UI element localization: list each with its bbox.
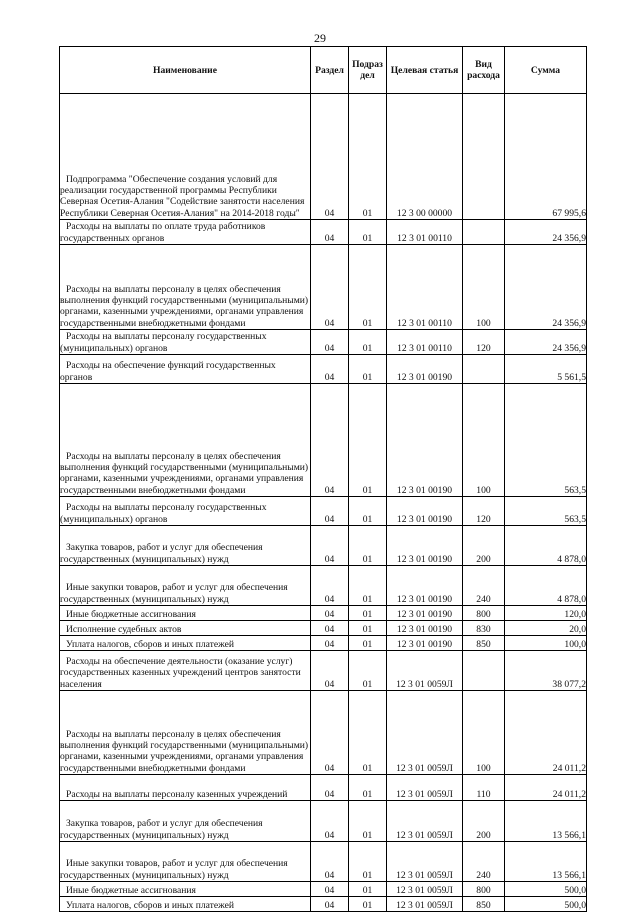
row-amount: 20,0 <box>505 621 587 636</box>
row-expense-type: 240 <box>463 566 505 606</box>
row-expense-type: 850 <box>463 636 505 651</box>
header-section: Раздел <box>311 47 349 94</box>
table-row <box>60 882 587 897</box>
row-expense-type: 800 <box>463 882 505 897</box>
row-subsection: 01 <box>349 651 387 691</box>
row-subsection: 01 <box>349 882 387 897</box>
row-section: 04 <box>311 775 349 801</box>
row-subsection: 01 <box>349 775 387 801</box>
row-subsection: 01 <box>349 330 387 355</box>
row-expense-type <box>463 220 505 245</box>
row-target: 12 3 01 00110 <box>387 245 463 330</box>
row-section: 04 <box>311 691 349 775</box>
page-number: 29 <box>314 31 326 45</box>
table-row <box>60 526 587 566</box>
row-name: Иные закупки товаров, работ и услуг для обеспечения государственных (муниципальных) нужд <box>60 842 311 882</box>
table-header-row <box>60 47 587 94</box>
header-expense-type: Вид расхода <box>463 47 505 94</box>
row-section: 04 <box>311 497 349 526</box>
row-expense-type: 100 <box>463 384 505 497</box>
row-section: 04 <box>311 636 349 651</box>
row-amount: 500,0 <box>505 897 587 912</box>
row-name: Расходы на выплаты персоналу государственных (муниципальных) органов <box>60 330 311 355</box>
row-target: 12 3 01 0059Л <box>387 775 463 801</box>
row-amount: 24 011,2 <box>505 775 587 801</box>
row-section: 04 <box>311 220 349 245</box>
budget-table <box>59 46 587 912</box>
row-target: 12 3 01 00190 <box>387 384 463 497</box>
row-amount: 24 356,9 <box>505 220 587 245</box>
row-subsection: 01 <box>349 636 387 651</box>
row-section: 04 <box>311 801 349 842</box>
row-target: 12 3 01 00110 <box>387 220 463 245</box>
row-section: 04 <box>311 897 349 912</box>
row-section: 04 <box>311 606 349 621</box>
row-section: 04 <box>311 566 349 606</box>
table-row <box>60 94 587 220</box>
table-row <box>60 245 587 330</box>
row-subsection: 01 <box>349 245 387 330</box>
row-target: 12 3 01 0059Л <box>387 842 463 882</box>
row-name: Расходы на выплаты персоналу в целях обеспечения выполнения функций государственными (муниципальными) органами, казенными учреждениями, органами управления государственными внебюджетными фондами <box>60 384 311 497</box>
row-subsection: 01 <box>349 606 387 621</box>
row-name: Подпрограмма "Обеспечение создания условий для реализации государственной программы Республики Северная Осетия-Алания "Содействие занятости населения Республики Северная Осетия-Алания" на 2014-2018 годы" <box>60 94 311 220</box>
row-target: 12 3 01 0059Л <box>387 882 463 897</box>
row-amount: 563,5 <box>505 497 587 526</box>
row-name: Расходы на выплаты персоналу в целях обеспечения выполнения функций государственными (муниципальными) органами, казенными учреждениями, органами управления государственными внебюджетными фондами <box>60 245 311 330</box>
header-name: Наименование <box>60 47 311 94</box>
row-target: 12 3 01 00190 <box>387 636 463 651</box>
table-row <box>60 220 587 245</box>
row-expense-type: 200 <box>463 526 505 566</box>
row-name: Закупка товаров, работ и услуг для обеспечения государственных (муниципальных) нужд <box>60 526 311 566</box>
row-subsection: 01 <box>349 691 387 775</box>
row-amount: 24 011,2 <box>505 691 587 775</box>
row-name: Уплата налогов, сборов и иных платежей <box>60 636 311 651</box>
row-expense-type <box>463 651 505 691</box>
table-row <box>60 355 587 384</box>
row-name: Расходы на выплаты персоналу в целях обеспечения выполнения функций государственными (муниципальными) органами, казенными учреждениями, органами управления государственными внебюджетными фондами <box>60 691 311 775</box>
row-amount: 67 995,6 <box>505 94 587 220</box>
row-section: 04 <box>311 245 349 330</box>
header-subsection: Подраз дел <box>349 47 387 94</box>
row-section: 04 <box>311 94 349 220</box>
row-name: Уплата налогов, сборов и иных платежей <box>60 897 311 912</box>
table-row <box>60 497 587 526</box>
row-section: 04 <box>311 651 349 691</box>
table-row <box>60 651 587 691</box>
table-row <box>60 636 587 651</box>
table-row <box>60 801 587 842</box>
row-name: Расходы на обеспечение функций государственных органов <box>60 355 311 384</box>
row-name: Иные бюджетные ассигнования <box>60 882 311 897</box>
row-subsection: 01 <box>349 801 387 842</box>
row-amount: 563,5 <box>505 384 587 497</box>
table-row <box>60 842 587 882</box>
row-subsection: 01 <box>349 497 387 526</box>
row-target: 12 3 00 00000 <box>387 94 463 220</box>
row-subsection: 01 <box>349 220 387 245</box>
row-subsection: 01 <box>349 897 387 912</box>
row-amount: 100,0 <box>505 636 587 651</box>
row-target: 12 3 01 0059Л <box>387 651 463 691</box>
row-subsection: 01 <box>349 566 387 606</box>
row-expense-type: 100 <box>463 691 505 775</box>
row-subsection: 01 <box>349 94 387 220</box>
row-amount: 500,0 <box>505 882 587 897</box>
row-amount: 38 077,2 <box>505 651 587 691</box>
row-name: Расходы на обеспечение деятельности (оказание услуг) государственных казенных учреждений центров занятости населения <box>60 651 311 691</box>
row-section: 04 <box>311 384 349 497</box>
header-target: Целевая статья <box>387 47 463 94</box>
row-name: Иные бюджетные ассигнования <box>60 606 311 621</box>
table-row <box>60 330 587 355</box>
row-name: Расходы на выплаты персоналу государственных (муниципальных) органов <box>60 497 311 526</box>
row-amount: 13 566,1 <box>505 842 587 882</box>
row-target: 12 3 01 0059Л <box>387 897 463 912</box>
row-section: 04 <box>311 621 349 636</box>
row-subsection: 01 <box>349 384 387 497</box>
row-amount: 24 356,9 <box>505 245 587 330</box>
row-section: 04 <box>311 882 349 897</box>
row-amount: 120,0 <box>505 606 587 621</box>
row-expense-type <box>463 355 505 384</box>
table-row <box>60 621 587 636</box>
row-expense-type: 200 <box>463 801 505 842</box>
row-section: 04 <box>311 355 349 384</box>
row-name: Расходы на выплаты по оплате труда работников государственных органов <box>60 220 311 245</box>
row-amount: 4 878,0 <box>505 566 587 606</box>
row-name: Иные закупки товаров, работ и услуг для обеспечения государственных (муниципальных) нужд <box>60 566 311 606</box>
row-target: 12 3 01 0059Л <box>387 691 463 775</box>
row-target: 12 3 01 00190 <box>387 566 463 606</box>
row-expense-type <box>463 94 505 220</box>
row-section: 04 <box>311 842 349 882</box>
row-target: 12 3 01 00190 <box>387 355 463 384</box>
table-row <box>60 775 587 801</box>
row-target: 12 3 01 00110 <box>387 330 463 355</box>
row-expense-type: 120 <box>463 330 505 355</box>
table-body <box>60 94 587 912</box>
row-target: 12 3 01 00190 <box>387 606 463 621</box>
row-target: 12 3 01 00190 <box>387 497 463 526</box>
row-amount: 24 356,9 <box>505 330 587 355</box>
table-row <box>60 691 587 775</box>
row-name: Расходы на выплаты персоналу казенных учреждений <box>60 775 311 801</box>
row-expense-type: 830 <box>463 621 505 636</box>
header-amount: Сумма <box>505 47 587 94</box>
row-subsection: 01 <box>349 355 387 384</box>
table-row <box>60 566 587 606</box>
row-amount: 5 561,5 <box>505 355 587 384</box>
row-target: 12 3 01 00190 <box>387 621 463 636</box>
row-subsection: 01 <box>349 621 387 636</box>
table-row <box>60 384 587 497</box>
row-amount: 4 878,0 <box>505 526 587 566</box>
table-row <box>60 897 587 912</box>
row-subsection: 01 <box>349 842 387 882</box>
row-expense-type: 120 <box>463 497 505 526</box>
row-target: 12 3 01 00190 <box>387 526 463 566</box>
row-amount: 13 566,1 <box>505 801 587 842</box>
table-row <box>60 606 587 621</box>
row-expense-type: 240 <box>463 842 505 882</box>
row-subsection: 01 <box>349 526 387 566</box>
row-expense-type: 800 <box>463 606 505 621</box>
row-target: 12 3 01 0059Л <box>387 801 463 842</box>
row-expense-type: 100 <box>463 245 505 330</box>
row-expense-type: 850 <box>463 897 505 912</box>
row-name: Закупка товаров, работ и услуг для обеспечения государственных (муниципальных) нужд <box>60 801 311 842</box>
row-expense-type: 110 <box>463 775 505 801</box>
row-name: Исполнение судебных актов <box>60 621 311 636</box>
row-section: 04 <box>311 330 349 355</box>
row-section: 04 <box>311 526 349 566</box>
